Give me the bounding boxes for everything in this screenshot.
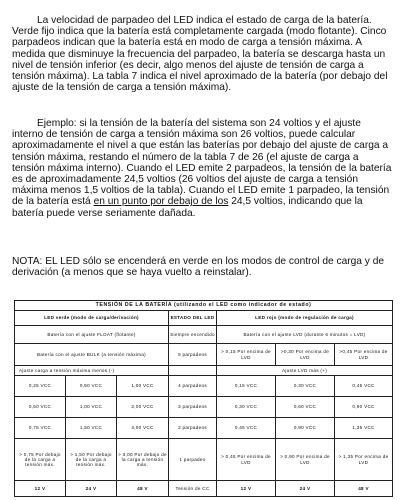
- table-row: [15, 344, 393, 366]
- table-cell: 1,50 VCC: [66, 418, 117, 439]
- table-cell: 48 V: [335, 481, 393, 497]
- table-row: [15, 418, 393, 439]
- table-cell: > 1,35 Por encima de LVD: [335, 439, 393, 481]
- table-cell: 0,15 VCC: [217, 376, 276, 397]
- table-row: [15, 311, 393, 326]
- table-cell: 1,00 VCC: [117, 376, 169, 397]
- table-cell: Tensión de CC: [169, 481, 217, 497]
- bulk-setting-cell: Batería con el ajuste BULK (a tensión máxima): [15, 344, 169, 366]
- table-row: [15, 397, 393, 418]
- table-cell: 0,30 VCC: [217, 397, 276, 418]
- led-state-header: ESTADO DEL LED: [169, 311, 217, 326]
- table-row: [15, 326, 393, 344]
- five-blinks-cell: 5 parpadeos: [169, 344, 217, 366]
- example-text-end: 24,5 voltios, indicando que la batería puede verse seriamente dañada.: [12, 196, 363, 219]
- lvd-48v-cell: >0,45 Por encima de LVD: [335, 344, 393, 366]
- red-led-mode-header: LED rojo (modo de regulación de carga): [217, 311, 393, 326]
- table-cell: > 0,90 Por encima de LVD: [276, 439, 335, 481]
- table-cell: 0,50 VCC: [66, 376, 117, 397]
- table-row: [15, 376, 393, 397]
- always-on-cell: Siempre encendido: [169, 326, 217, 344]
- battery-voltage-table: [14, 300, 393, 497]
- example-underlined-text: en un punto por debajo de los: [93, 196, 229, 208]
- adjust-lvd-plus-header: Ajuste LVD más (+): [217, 366, 393, 376]
- table-cell: 48 V: [117, 481, 169, 497]
- paragraph-led-speed: La velocidad de parpadeo del LED indica el estado de carga de la batería. Verde fijo indica que la batería está completamente cargada (modo flotante). Cinco parpadeos indican que la batería está en modo de carga a tensión máxima. A medida que disminuye la frecuencia del parpadeo, la batería se descarga hasta un nivel de tensión inferior (es decir, algo menos del ajuste de tensión de carga a tensión máxima). La tabla 7 indica el nivel aproximado de la batería (por debajo del ajuste de la tensión de carga a tensión máxima).: [12, 15, 388, 94]
- table-cell: > 1,50 Por debajo de la carga a tensión máx.: [66, 439, 117, 481]
- table-title: TENSIÓN DE LA BATERÍA (utilizando el LED como indicador de estado): [15, 301, 393, 311]
- table-cell: > 0,45 Por encima de LVD: [217, 439, 276, 481]
- table-cell: > 3,00 Por debajo de la carga a tensión máx.: [117, 439, 169, 481]
- lvd-setting-cell: Batería con el ajuste LVD (durante 6 minutos = LVD): [217, 326, 393, 344]
- table-cell: 0,25 VCC: [15, 376, 66, 397]
- table-cell: 12 V: [217, 481, 276, 497]
- table-cell: 1,35 VCC: [335, 418, 393, 439]
- paragraph-note: NOTA: EL LED sólo se encenderá en verde en los modos de control de carga y de derivación (a menos que se haya vuelto a reinstalar).: [12, 256, 385, 279]
- table-cell: > 0,75 Por debajo de la carga a tensión máx.: [15, 439, 66, 481]
- table-cell: 1 parpadeo: [169, 439, 217, 481]
- adjust-minus-header: Ajuste carga a tensión máxima menos (-): [15, 366, 169, 376]
- table-cell: 0,30 VCC: [276, 376, 335, 397]
- table-cell: 0,45 VCC: [217, 418, 276, 439]
- table-row: [15, 439, 393, 481]
- example-text-start: Ejemplo: si la tensión de la batería del sistema son 24 voltios y el ajuste interno de tensión de carga a tensión máxima son 26 voltios, puede calcular aproximadamente el nivel a que están las baterías por debajo del ajuste de carga a tensión máxima, restando el número de la tabla 7 de 26 (el ajuste de carga a tensión máxima interno). Cuando el LED emite 2 parpadeos, la tensión de la batería es de aproximadamente 24,5 voltios (26 voltios del ajuste de carga a tensión máxima menos 1,5 voltios de la tabla). Cuando el LED emite 1 parpadeo, la tensión de la batería está: [12, 118, 392, 208]
- table-cell: 12 V: [15, 481, 66, 497]
- paragraph-example: [12, 118, 394, 219]
- table-cell: 0,45 VCC: [335, 376, 393, 397]
- table-cell: 24 V: [276, 481, 335, 497]
- table-footer-row: [15, 481, 393, 497]
- table-cell: 4 parpadeos: [169, 376, 217, 397]
- table-cell: 0,75 VCC: [15, 418, 66, 439]
- table-row: [15, 366, 393, 376]
- table-cell: 2 parpadeos: [169, 418, 217, 439]
- lvd-12v-cell: > 0,15 Por encima de LVD: [217, 344, 276, 366]
- float-setting-cell: Batería con el ajuste FLOAT (flotante): [15, 326, 169, 344]
- table-cell: 2,00 VCC: [117, 397, 169, 418]
- green-led-mode-header: LED verde (modo de carga/derivación): [15, 311, 169, 326]
- table-cell: 3 parpadeos: [169, 397, 217, 418]
- table-cell: 0,50 VCC: [15, 397, 66, 418]
- table-cell: 3,00 VCC: [117, 418, 169, 439]
- table-cell: 0,90 VCC: [335, 397, 393, 418]
- lvd-24v-cell: >0,30 Por encima de LVD: [276, 344, 335, 366]
- table-cell: 24 V: [66, 481, 117, 497]
- table-cell: 0,60 VCC: [276, 397, 335, 418]
- blank-cell: [169, 366, 217, 376]
- table-cell: 1,00 VCC: [66, 397, 117, 418]
- table-title-row: [15, 301, 393, 311]
- table-cell: 0,90 VCC: [276, 418, 335, 439]
